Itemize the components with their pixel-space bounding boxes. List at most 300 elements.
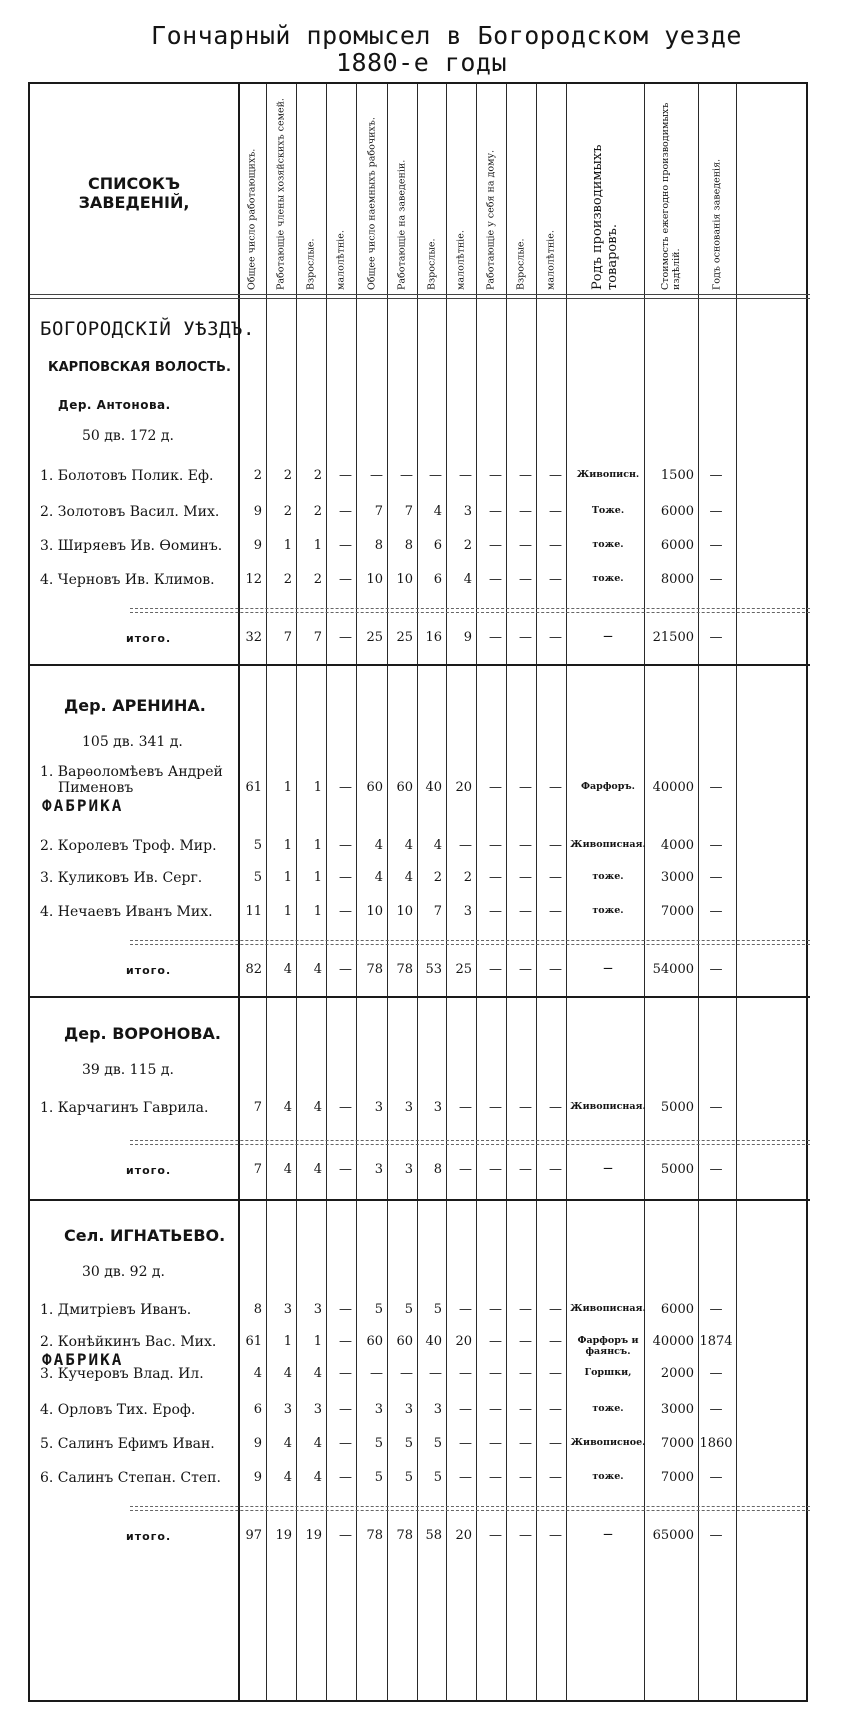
row-value: — (339, 1302, 352, 1317)
subtotal-goods: — (603, 1529, 613, 1540)
row-value: — (489, 468, 502, 483)
subtotal-value: 4 (313, 1162, 322, 1177)
header-c2-label: Работающіе члены хозяйскихъ семей. (275, 98, 287, 290)
row-value: — (339, 572, 352, 587)
column-rule (736, 84, 737, 1700)
column-rule (387, 84, 388, 1700)
subtotal-value: — (549, 630, 562, 645)
subtotal-value: 4 (283, 962, 292, 977)
establishment-name: 2. Королевъ Троф. Мир. (40, 838, 217, 854)
row-value: 10 (396, 572, 413, 587)
row-value: — (459, 1470, 472, 1485)
row-value: 4 (433, 504, 442, 519)
row-cost: 40000 (652, 780, 694, 795)
row-value: — (549, 838, 562, 853)
row-value: — (549, 1334, 562, 1349)
row-value: 4 (283, 1436, 292, 1451)
subtotal-value: — (339, 1528, 352, 1543)
row-value: — (549, 468, 562, 483)
row-value: — (519, 1366, 532, 1381)
row-value: 4 (404, 838, 413, 853)
header-c3 (296, 90, 326, 290)
subtotal-value: 53 (425, 962, 442, 977)
row-goods: тоже. (592, 905, 624, 916)
row-goods: Живописн. (576, 469, 640, 480)
establishment-name: 3. Кучеровъ Влад. Ил. (40, 1366, 204, 1382)
row-value: — (370, 1366, 383, 1381)
row-value: — (519, 1402, 532, 1417)
village-name: Дер. АРЕНИНА. (64, 696, 206, 715)
title-line-1: Гончарный промысел в Богородском уезде (151, 21, 742, 50)
row-value: 3 (374, 1100, 383, 1115)
subtotal-goods: — (603, 631, 613, 642)
establishment-name: 1. Карчагинъ Гаврила. (40, 1100, 209, 1116)
subtotal-value: 25 (366, 630, 383, 645)
establishment-name: 2. Золотовъ Васил. Мих. (40, 504, 220, 520)
subtotal-year: — (709, 1528, 723, 1543)
row-cost: 6000 (660, 1302, 694, 1317)
row-value: 4 (283, 1470, 292, 1485)
header-c7 (417, 90, 446, 290)
row-cost: 2000 (660, 1366, 694, 1381)
row-value: — (339, 780, 352, 795)
row-value: 6 (433, 572, 442, 587)
row-value: — (339, 838, 352, 853)
subtotal-label: итого. (126, 1164, 172, 1177)
row-value: 2 (283, 468, 292, 483)
row-value: — (459, 1402, 472, 1417)
row-value: 1 (283, 780, 292, 795)
section-rule (30, 996, 810, 998)
column-rule (417, 84, 418, 1700)
row-value: — (339, 468, 352, 483)
row-value: — (519, 904, 532, 919)
header-c4-label: малолѣтніе. (335, 230, 347, 290)
column-rule (446, 84, 447, 1700)
row-value: 1 (283, 538, 292, 553)
village-name: Сел. ИГНАТЬЕВО. (64, 1226, 226, 1245)
row-value: 6 (433, 538, 442, 553)
row-value: — (519, 468, 532, 483)
row-value: — (339, 1402, 352, 1417)
section-rule (30, 664, 810, 666)
row-value: — (519, 1470, 532, 1485)
row-value: 3 (404, 1402, 413, 1417)
establishment-name: 1. Болотовъ Полик. Еф. (40, 468, 214, 484)
subtotal-value: 19 (305, 1528, 322, 1543)
row-value: 3 (433, 1402, 442, 1417)
subtotal-value: — (489, 630, 502, 645)
subtotal-rule (130, 608, 810, 613)
row-value: 2 (313, 504, 322, 519)
row-value: 5 (404, 1302, 413, 1317)
title-line-2: 1880-е годы (335, 48, 508, 77)
subtotal-label: итого. (126, 632, 172, 645)
row-value: — (339, 1470, 352, 1485)
column-rule (698, 84, 699, 1700)
row-value: — (489, 838, 502, 853)
column-rule (506, 84, 507, 1700)
row-goods: Горшки, (584, 1367, 632, 1378)
row-cost: 7000 (660, 1470, 694, 1485)
establishment-name: 1. Дмитріевъ Иванъ. (40, 1302, 192, 1318)
row-value: 2 (313, 572, 322, 587)
header-c1-label: Общее число работающихъ. (246, 148, 258, 290)
row-value: 2 (283, 572, 292, 587)
row-value: 60 (366, 1334, 383, 1349)
row-value: 20 (455, 1334, 472, 1349)
row-value: 4 (313, 1436, 322, 1451)
section-rule (30, 1199, 810, 1201)
row-value: 10 (366, 904, 383, 919)
row-cost: 6000 (660, 538, 694, 553)
row-value: — (519, 870, 532, 885)
row-value: — (549, 1302, 562, 1317)
row-value: 8 (404, 538, 413, 553)
row-cost: 6000 (660, 504, 694, 519)
row-value: 5 (433, 1436, 442, 1451)
column-rule (296, 84, 297, 1700)
row-goods: Живописная. (570, 839, 646, 850)
row-value: 4 (313, 1366, 322, 1381)
header-c14-label: Годъ основанія заведенія. (711, 158, 723, 290)
row-value: — (549, 780, 562, 795)
header-c11-label: малолѣтніе. (545, 230, 557, 290)
row-value: — (489, 870, 502, 885)
row-value: — (549, 870, 562, 885)
subtotal-value: 78 (396, 962, 413, 977)
row-goods: тоже. (592, 539, 624, 550)
row-year: — (709, 504, 723, 519)
row-value: 1 (283, 904, 292, 919)
subtotal-value: — (519, 1528, 532, 1543)
header-c13 (644, 90, 698, 290)
subtotal-value: 4 (313, 962, 322, 977)
factory-stamp: ФАБРИКА (42, 796, 124, 815)
row-cost: 7000 (660, 904, 694, 919)
row-goods: Фарфоръ. (581, 781, 635, 792)
row-cost: 4000 (660, 838, 694, 853)
row-value: 1 (283, 838, 292, 853)
subtotal-value: 7 (253, 1162, 262, 1177)
subtotal-rule (130, 1140, 810, 1145)
subtotal-label: итого. (126, 1530, 172, 1543)
subtotal-cost: 5000 (660, 1162, 694, 1177)
row-value: — (339, 1100, 352, 1115)
row-value: 2 (313, 468, 322, 483)
subtotal-year: — (709, 630, 723, 645)
row-value: 5 (253, 870, 262, 885)
row-value: — (459, 1436, 472, 1451)
row-value: 60 (396, 780, 413, 795)
row-value: 1 (283, 1334, 292, 1349)
row-value: — (459, 1366, 472, 1381)
row-value: — (549, 904, 562, 919)
row-value: 2 (283, 504, 292, 519)
establishment-name: 4. Черновъ Ив. Климов. (40, 572, 215, 588)
village-name: Дер. Антонова. (58, 398, 171, 412)
subtotal-goods: — (603, 1163, 613, 1174)
row-value: — (400, 468, 413, 483)
column-rule (356, 84, 357, 1700)
column-rule (266, 84, 267, 1700)
subtotal-value: 20 (455, 1528, 472, 1543)
row-cost: 3000 (660, 1402, 694, 1417)
row-year: — (709, 838, 723, 853)
subtotal-value: — (339, 962, 352, 977)
row-value: 3 (283, 1402, 292, 1417)
row-value: 8 (374, 538, 383, 553)
row-value: — (489, 1334, 502, 1349)
subtotal-value: — (459, 1162, 472, 1177)
row-value: — (519, 1302, 532, 1317)
subtotal-value: 3 (404, 1162, 413, 1177)
row-value: 5 (404, 1436, 413, 1451)
row-value: 12 (245, 572, 262, 587)
row-value: 4 (283, 1366, 292, 1381)
row-value: 4 (374, 870, 383, 885)
subtotal-value: 19 (275, 1528, 292, 1543)
subtotal-value: — (489, 1162, 502, 1177)
row-value: 1 (283, 870, 292, 885)
header-list: СПИСОКЪ ЗАВЕДЕНІЙ, (78, 174, 190, 212)
row-value: — (489, 1366, 502, 1381)
header-c9-label: Работающіе у себя на дому. (485, 149, 497, 290)
subtotal-cost: 54000 (652, 962, 694, 977)
subtotal-value: — (339, 1162, 352, 1177)
row-value: 3 (313, 1402, 322, 1417)
row-value: 5 (253, 838, 262, 853)
header-c14 (698, 90, 736, 290)
volost-heading: КАРПОВСКАЯ ВОЛОСТЬ. (48, 360, 231, 375)
row-value: 9 (253, 504, 262, 519)
row-value: — (339, 1334, 352, 1349)
subtotal-value: — (489, 1528, 502, 1543)
subtotal-value: — (549, 1162, 562, 1177)
subtotal-value: 16 (425, 630, 442, 645)
row-year: — (709, 780, 723, 795)
subtotal-year: — (709, 1162, 723, 1177)
row-value: 4 (404, 870, 413, 885)
row-value: — (519, 1436, 532, 1451)
subtotal-value: — (519, 630, 532, 645)
establishment-name: 6. Салинъ Степан. Степ. (40, 1470, 221, 1486)
row-year: — (709, 572, 723, 587)
row-value: 61 (245, 780, 262, 795)
row-value: 2 (433, 870, 442, 885)
factory-stamp: ФАБРИКА (42, 1350, 124, 1369)
row-value: — (339, 904, 352, 919)
subtotal-year: — (709, 962, 723, 977)
row-goods: тоже. (592, 871, 624, 882)
establishment-name: 5. Салинъ Ефимъ Иван. (40, 1436, 215, 1452)
row-value: 4 (313, 1470, 322, 1485)
row-value: 2 (463, 870, 472, 885)
row-value: 60 (396, 1334, 413, 1349)
row-value: — (519, 780, 532, 795)
row-value: 3 (313, 1302, 322, 1317)
row-value: 9 (253, 1436, 262, 1451)
header-c13-label: Стоимость ежегодно производимыхъ издѣлій. (660, 102, 682, 290)
row-value: 1 (313, 838, 322, 853)
row-cost: 1500 (660, 468, 694, 483)
village-houses: 105 дв. 341 д. (82, 734, 183, 750)
row-value: — (519, 504, 532, 519)
subtotal-value: — (489, 962, 502, 977)
subtotal-value: — (519, 1162, 532, 1177)
header-c9 (476, 90, 506, 290)
row-value: — (489, 504, 502, 519)
establishment-name: 3. Куликовъ Ив. Серг. (40, 870, 203, 886)
row-cost: 40000 (652, 1334, 694, 1349)
row-value: 4 (433, 838, 442, 853)
row-value: 7 (374, 504, 383, 519)
row-value: — (459, 468, 472, 483)
register-table (28, 82, 808, 1702)
row-value: 5 (374, 1436, 383, 1451)
subtotal-value: 7 (283, 630, 292, 645)
row-value: 4 (313, 1100, 322, 1115)
row-year: — (709, 538, 723, 553)
row-value: — (339, 504, 352, 519)
row-goods: тоже. (592, 1471, 624, 1482)
subtotal-value: 78 (366, 962, 383, 977)
row-value: 5 (433, 1470, 442, 1485)
row-value: 5 (374, 1470, 383, 1485)
village-houses: 30 дв. 92 д. (82, 1264, 166, 1280)
row-value: — (549, 1366, 562, 1381)
header-c3-label: Взрослые. (305, 238, 317, 290)
row-value: 2 (463, 538, 472, 553)
row-value: 8 (253, 1302, 262, 1317)
row-value: 1 (313, 870, 322, 885)
row-value: — (519, 538, 532, 553)
village-houses: 50 дв. 172 д. (82, 428, 174, 444)
header-c4 (326, 90, 356, 290)
row-value: — (370, 468, 383, 483)
row-year: — (709, 1470, 723, 1485)
subtotal-value: — (519, 962, 532, 977)
establishment-name: 4. Нечаевъ Иванъ Мих. (40, 904, 213, 920)
row-value: — (339, 1436, 352, 1451)
row-year: — (709, 904, 723, 919)
row-value: — (549, 1402, 562, 1417)
subtotal-value: 8 (433, 1162, 442, 1177)
header-c5-label: Общее число наемныхъ рабочихъ. (366, 117, 377, 290)
row-value: 60 (366, 780, 383, 795)
header-c12 (566, 90, 644, 290)
row-value: — (489, 1436, 502, 1451)
row-value: — (429, 1366, 442, 1381)
row-value: — (549, 572, 562, 587)
row-year: — (709, 1366, 723, 1381)
row-value: 6 (253, 1402, 262, 1417)
row-value: 9 (253, 1470, 262, 1485)
subtotal-cost: 65000 (652, 1528, 694, 1543)
row-value: 5 (404, 1470, 413, 1485)
column-rule (644, 84, 645, 1700)
row-value: 2 (253, 468, 262, 483)
row-value: 4 (374, 838, 383, 853)
subtotal-cost: 21500 (652, 630, 694, 645)
row-year: — (709, 468, 723, 483)
header-c5 (356, 90, 387, 290)
establishment-name-cont: Пименовъ (58, 780, 134, 796)
row-value: 3 (463, 904, 472, 919)
subtotal-rule (130, 1506, 810, 1511)
row-value: — (549, 1100, 562, 1115)
establishment-name: 2. Конѣйкинъ Вас. Мих. (40, 1334, 217, 1350)
header-c12-label: Родъ производимыхъ товаровъ. (590, 144, 620, 290)
subtotal-value: 4 (283, 1162, 292, 1177)
subtotal-value: 25 (396, 630, 413, 645)
row-value: 9 (253, 538, 262, 553)
subtotal-goods: — (603, 963, 613, 974)
row-value: — (400, 1366, 413, 1381)
row-value: — (489, 1470, 502, 1485)
subtotal-value: 58 (425, 1528, 442, 1543)
row-goods: Живописная. (570, 1101, 646, 1112)
row-value: — (489, 780, 502, 795)
header-c6 (387, 90, 417, 290)
row-value: — (549, 1436, 562, 1451)
header-c2 (266, 90, 296, 290)
row-value: — (549, 538, 562, 553)
row-value: 3 (374, 1402, 383, 1417)
establishment-name: 1. Варѳоломѣевъ Андрей (40, 764, 223, 780)
header-c1 (238, 90, 266, 290)
row-value: 7 (404, 504, 413, 519)
row-year: — (709, 870, 723, 885)
subtotal-value: 32 (245, 630, 262, 645)
village-name: Дер. ВОРОНОВА. (64, 1024, 221, 1043)
village-houses: 39 дв. 115 д. (82, 1062, 174, 1078)
establishment-name: 4. Орловъ Тих. Ероф. (40, 1402, 196, 1418)
row-value: 7 (433, 904, 442, 919)
row-value: 40 (425, 780, 442, 795)
row-cost: 7000 (660, 1436, 694, 1451)
subtotal-value: 82 (245, 962, 262, 977)
row-value: 3 (433, 1100, 442, 1115)
row-value: 5 (433, 1302, 442, 1317)
header-c7-label: Взрослые. (426, 238, 437, 290)
row-value: 10 (366, 572, 383, 587)
row-value: — (489, 538, 502, 553)
row-cost: 5000 (660, 1100, 694, 1115)
row-goods: Тоже. (591, 505, 625, 516)
subtotal-value: 25 (455, 962, 472, 977)
row-year: 1860 (699, 1436, 733, 1451)
row-value: 40 (425, 1334, 442, 1349)
row-value: — (339, 870, 352, 885)
row-value: — (459, 1302, 472, 1317)
page-title (0, 22, 843, 76)
subtotal-value: 97 (245, 1528, 262, 1543)
row-value: — (549, 1470, 562, 1485)
row-value: — (459, 1100, 472, 1115)
row-value: 61 (245, 1334, 262, 1349)
column-rule (476, 84, 477, 1700)
row-value: — (519, 1100, 532, 1115)
subtotal-value: 3 (374, 1162, 383, 1177)
header-rule (30, 294, 810, 299)
row-goods: тоже. (592, 573, 624, 584)
row-value: — (489, 1100, 502, 1115)
row-value: — (519, 572, 532, 587)
row-value: 11 (245, 904, 262, 919)
subtotal-label: итого. (126, 964, 172, 977)
subtotal-value: 9 (463, 630, 472, 645)
